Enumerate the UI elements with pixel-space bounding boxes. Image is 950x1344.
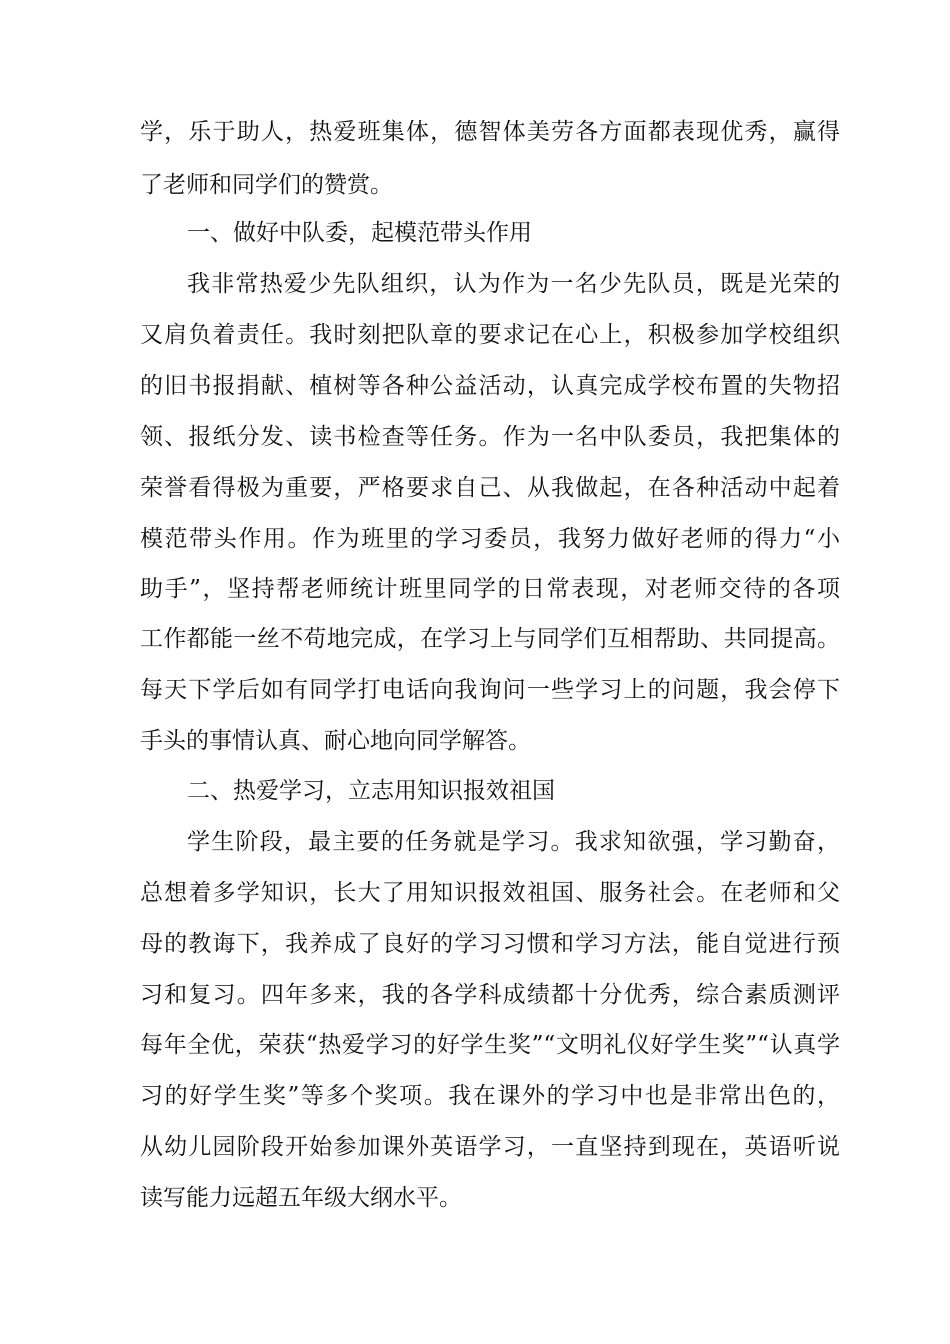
paragraph-line: 读写能力远超五年级大纲水平。 [140, 1185, 462, 1211]
paragraph-line: 母的教诲下，我养成了良好的学习习惯和学习方法，能自觉进行预 [140, 931, 840, 957]
paragraph-line: 模范带头作用。作为班里的学习委员，我努力做好老师的得力“小 [140, 526, 840, 552]
paragraph-line: 每年全优，荣获“热爱学习的好学生奖”“文明礼仪好学生奖”“认真学 [140, 1032, 840, 1058]
section-heading: 二、热爱学习，立志用知识报效祖国 [187, 778, 555, 804]
paragraph-line: 的旧书报捐献、植树等各种公益活动，认真完成学校布置的失物招 [140, 373, 840, 399]
paragraph-line: 总想着多学知识，长大了用知识报效祖国、服务社会。在老师和父 [140, 880, 840, 906]
paragraph-line: 学生阶段，最主要的任务就是学习。我求知欲强，学习勤奋， [187, 829, 840, 855]
paragraph-line: 助手”，坚持帮老师统计班里同学的日常表现，对老师交待的各项 [140, 576, 840, 602]
paragraph-line: 从幼儿园阶段开始参加课外英语学习，一直坚持到现在，英语听说 [140, 1134, 840, 1160]
paragraph-line: 我非常热爱少先队组织，认为作为一名少先队员，既是光荣的 [187, 271, 840, 297]
paragraph-line: 每天下学后如有同学打电话向我询问一些学习上的问题，我会停下 [140, 677, 840, 703]
paragraph-line: 又肩负着责任。我时刻把队章的要求记在心上，积极参加学校组织 [140, 322, 840, 348]
paragraph-line: 领、报纸分发、读书检查等任务。作为一名中队委员，我把集体的 [140, 424, 840, 450]
paragraph-line: 习的好学生奖”等多个奖项。我在课外的学习中也是非常出色的， [140, 1083, 840, 1109]
paragraph-line: 工作都能一丝不苟地完成，在学习上与同学们互相帮助、共同提高。 [140, 626, 840, 652]
section-heading: 一、做好中队委，起模范带头作用 [187, 220, 532, 246]
paragraph-line: 荣誉看得极为重要，严格要求自己、从我做起，在各种活动中起着 [140, 475, 840, 501]
paragraph-line: 了老师和同学们的赞赏。 [140, 172, 393, 198]
paragraph-line: 手头的事情认真、耐心地向同学解答。 [140, 728, 531, 754]
paragraph-line: 学，乐于助人，热爱班集体，德智体美劳各方面都表现优秀，赢得 [140, 119, 840, 145]
paragraph-line: 习和复习。四年多来，我的各学科成绩都十分优秀，综合素质测评 [140, 982, 840, 1008]
